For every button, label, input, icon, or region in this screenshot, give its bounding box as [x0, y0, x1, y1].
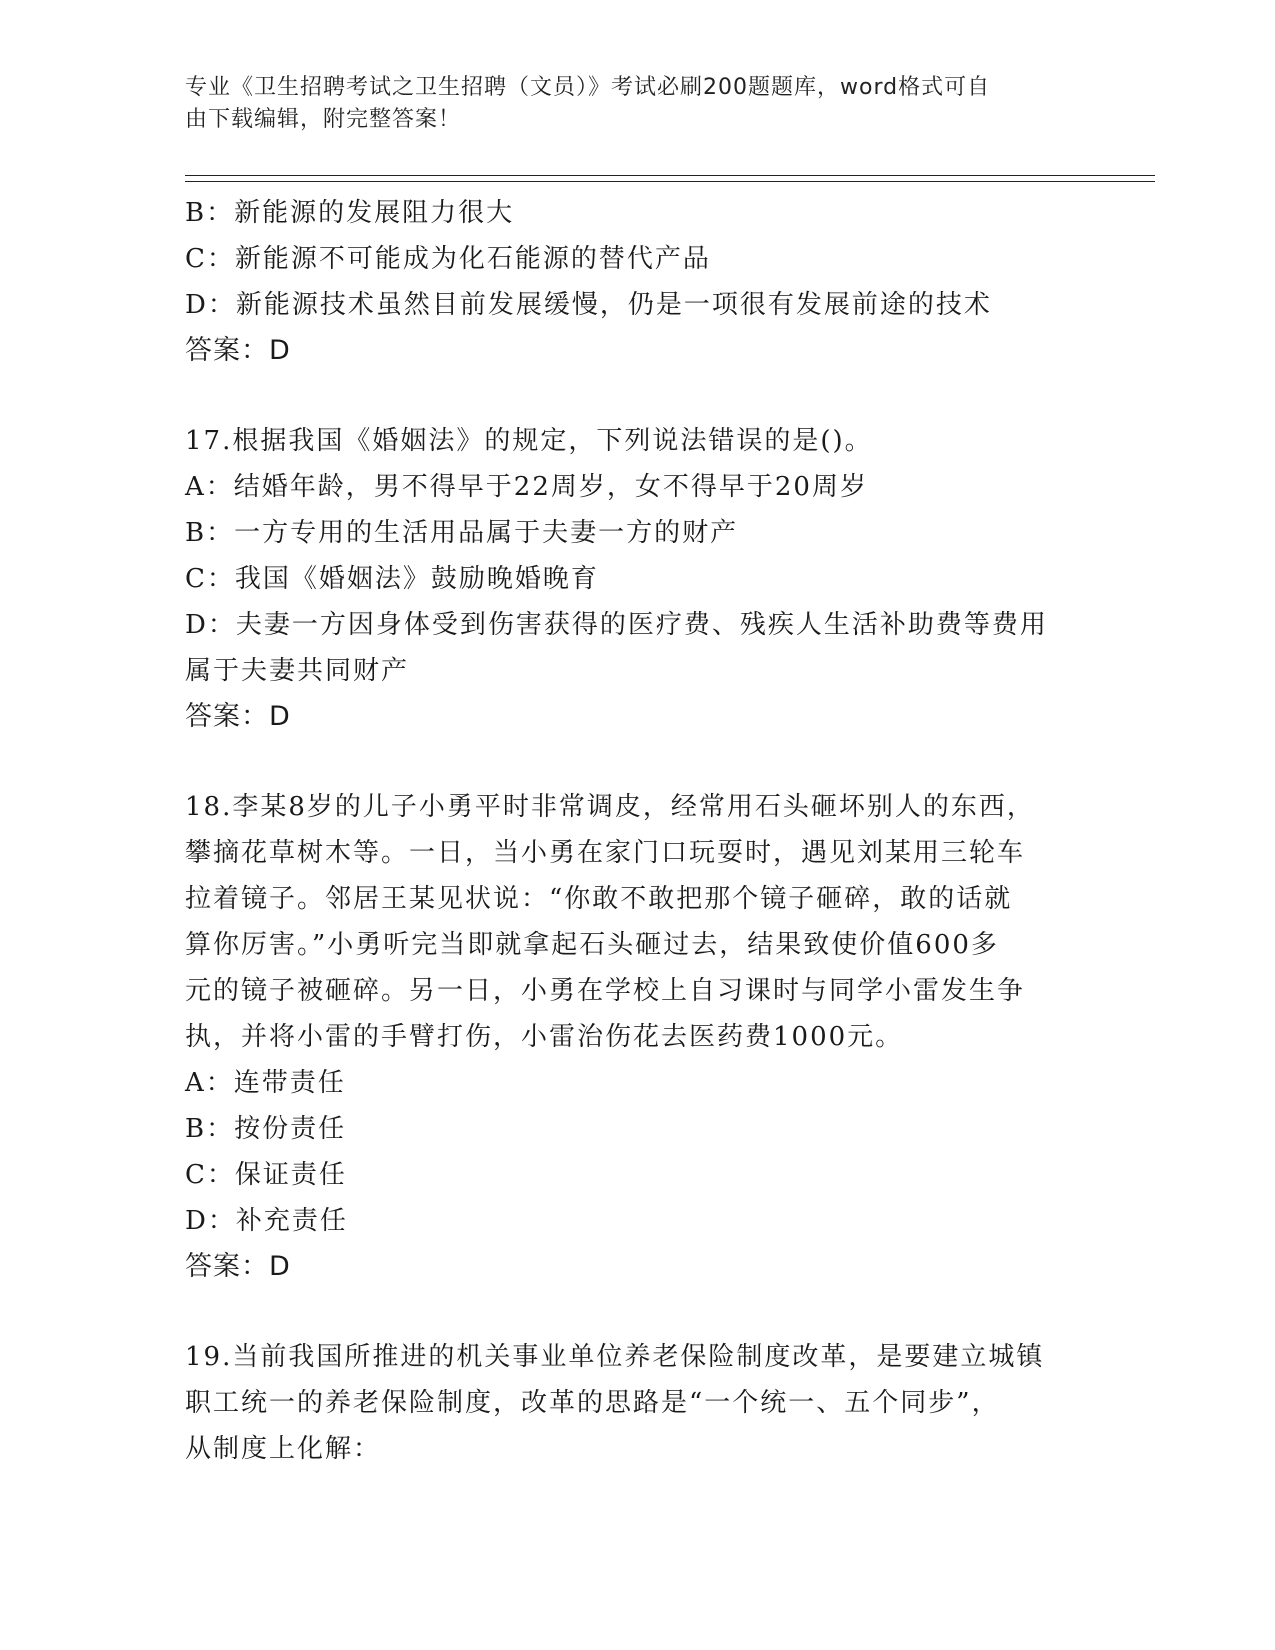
question-18 [185, 784, 1085, 1290]
header-line-1: 专业《卫生招聘考试之卫生招聘（文员）》考试必刷200题题库，word格式可自 [185, 75, 991, 100]
spacer [185, 374, 1085, 418]
question-stem: 19.当前我国所推进的机关事业单位养老保险制度改革，是要建立城镇 [185, 1342, 1045, 1372]
answer: 答案：D [185, 335, 291, 366]
option-a: A：连带责任 [185, 1068, 346, 1098]
option-b: B：一方专用的生活用品属于夫妻一方的财产 [185, 518, 739, 548]
document-header [185, 72, 1075, 136]
question-stem-continued: 元的镜子被砸碎。另一日，小勇在学校上自习课时与同学小雷发生争 [185, 976, 1026, 1006]
answer: 答案：D [185, 701, 291, 732]
option-c: C：我国《婚姻法》鼓励晚婚晚育 [185, 564, 599, 594]
option-d: D：补充责任 [185, 1206, 348, 1236]
option-d-continued: 属于夫妻共同财产 [185, 656, 410, 686]
header-line-2: 由下载编辑，附完整答案！ [185, 107, 462, 132]
option-d: D：新能源技术虽然目前发展缓慢，仍是一项很有发展前途的技术 [185, 290, 992, 320]
option-a: A：结婚年龄，男不得早于22周岁，女不得早于20周岁 [185, 472, 868, 502]
question-stem-continued: 拉着镜子。邻居王某见状说：“你敢不敢把那个镜子砸碎，敢的话就 [185, 884, 1013, 914]
option-b: B：新能源的发展阻力很大 [185, 198, 515, 228]
spacer [185, 740, 1085, 784]
question-stem-continued: 从制度上化解： [185, 1434, 382, 1464]
option-c: C：新能源不可能成为化石能源的替代产品 [185, 244, 711, 274]
header-divider-top [185, 175, 1155, 176]
question-content [185, 190, 1085, 1472]
question-stem: 18.李某8岁的儿子小勇平时非常调皮，经常用石头砸坏别人的东西， [185, 792, 1035, 822]
option-d: D：夫妻一方因身体受到伤害获得的医疗费、残疾人生活补助费等费用 [185, 610, 1048, 640]
question-stem-continued: 执，并将小雷的手臂打伤，小雷治伤花去医药费1000元。 [185, 1022, 904, 1052]
question-16 [185, 190, 1085, 374]
answer: 答案：D [185, 1251, 291, 1282]
question-17 [185, 418, 1085, 740]
question-stem-continued: 算你厉害。”小勇听完当即就拿起石头砸过去，结果致使价值600多 [185, 930, 999, 960]
spacer [185, 1290, 1085, 1334]
option-c: C：保证责任 [185, 1160, 347, 1190]
question-19 [185, 1334, 1085, 1472]
question-stem-continued: 攀摘花草树木等。一日，当小勇在家门口玩耍时，遇见刘某用三轮车 [185, 838, 1026, 868]
header-divider-bottom [185, 181, 1155, 182]
question-stem: 17.根据我国《婚姻法》的规定，下列说法错误的是()。 [185, 426, 873, 456]
question-stem-continued: 职工统一的养老保险制度，改革的思路是“一个统一、五个同步”， [185, 1388, 1000, 1418]
option-b: B：按份责任 [185, 1114, 347, 1144]
